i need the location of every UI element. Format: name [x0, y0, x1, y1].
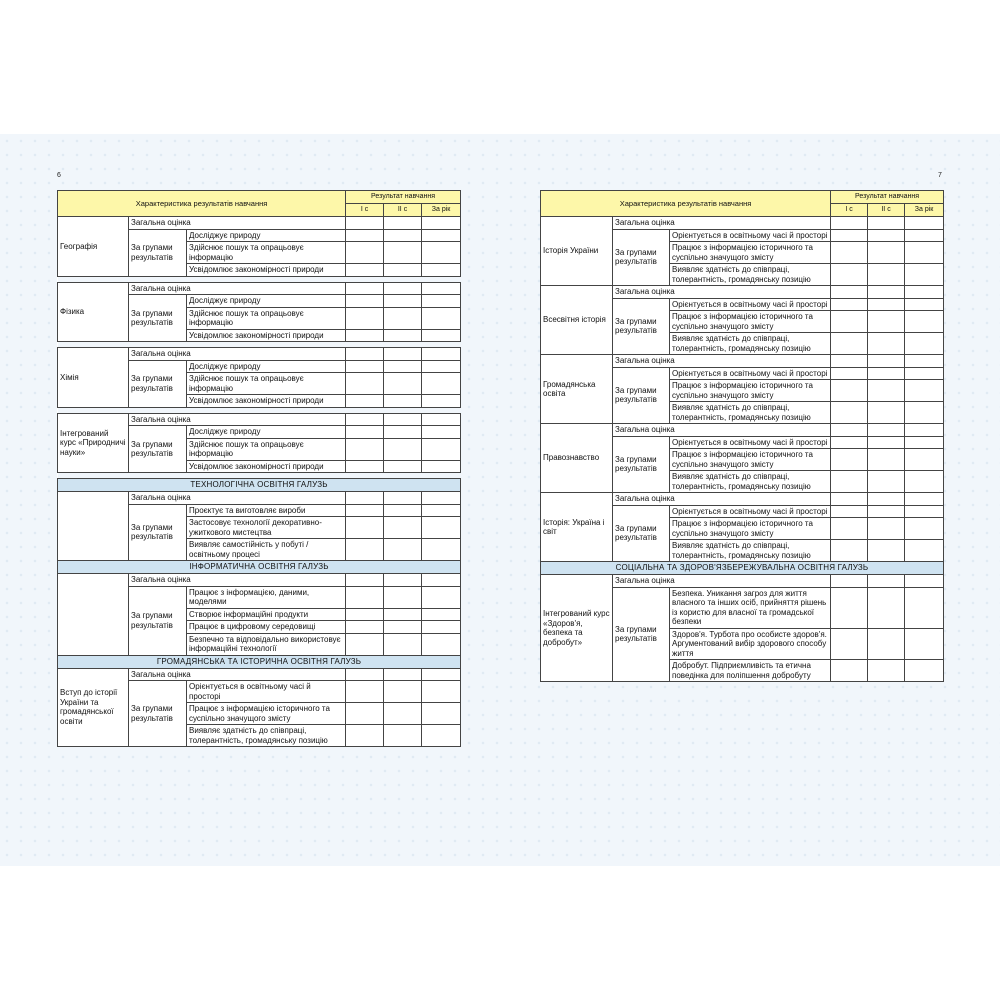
grade-cell[interactable] — [868, 660, 905, 682]
grade-cell[interactable] — [422, 725, 461, 747]
grade-cell[interactable] — [346, 426, 384, 439]
grade-cell[interactable] — [384, 703, 422, 725]
learning-outcome: Усвідомлює закономірності природи — [187, 264, 346, 277]
grade-cell[interactable] — [868, 449, 905, 471]
subject-name: Інтегрований курс «Здоров'я, безпека та добробут» — [541, 575, 613, 682]
learning-outcome: Досліджує природу — [187, 229, 346, 242]
groups-label: За групами результатів — [129, 681, 187, 747]
subject-name — [58, 574, 129, 656]
learning-outcome: Застосовує технології декоративно-ужиткового мистецтва — [187, 517, 346, 539]
grade-cell[interactable] — [384, 217, 422, 230]
grade-cell[interactable] — [346, 460, 384, 473]
learning-outcome: Створює інформаційні продукти — [187, 608, 346, 621]
table-row — [58, 668, 461, 681]
learning-outcome: Виявляє самостійність у побуті / освітньому процесі — [187, 539, 346, 561]
table-header-row — [58, 191, 461, 204]
header-semester-2: ІІ с — [384, 204, 422, 217]
grade-cell[interactable] — [384, 282, 422, 295]
grade-cell[interactable] — [905, 436, 944, 449]
grade-cell[interactable] — [831, 264, 868, 286]
learning-outcome: Орієнтується в освітньому часі й просторі — [670, 436, 831, 449]
table-row — [541, 424, 944, 437]
grade-cell[interactable] — [384, 681, 422, 703]
grade-cell[interactable] — [868, 380, 905, 402]
grade-cell[interactable] — [905, 355, 944, 368]
grade-cell[interactable] — [422, 373, 461, 395]
grade-cell[interactable] — [346, 438, 384, 460]
header-characteristic: Характеристика результатів навчання — [541, 191, 831, 217]
grade-cell[interactable] — [868, 575, 905, 588]
grade-cell[interactable] — [905, 264, 944, 286]
grade-cell[interactable] — [905, 575, 944, 588]
grade-cell[interactable] — [422, 460, 461, 473]
section-title: ІНФОРМАТИЧНА ОСВІТНЯ ГАЛУЗЬ — [58, 561, 461, 574]
grade-cell[interactable] — [868, 540, 905, 562]
grade-cell[interactable] — [868, 355, 905, 368]
grade-cell[interactable] — [422, 621, 461, 634]
grade-cell[interactable] — [831, 286, 868, 299]
subject-name: Інтегрований курс «Природничі науки» — [58, 413, 129, 473]
grade-cell[interactable] — [422, 242, 461, 264]
grade-cell[interactable] — [346, 413, 384, 426]
grade-cell[interactable] — [868, 367, 905, 380]
grade-cell[interactable] — [868, 436, 905, 449]
learning-outcome: Працює з інформацією, даними, моделями — [187, 586, 346, 608]
learning-outcome: Проєктує та виготовляє вироби — [187, 504, 346, 517]
learning-outcome: Виявляє здатність до співпраці, толерантність, громадянську позицію — [670, 264, 831, 286]
learning-outcome: Працює з інформацією історичного та суспільно значущого змісту — [670, 449, 831, 471]
learning-outcome: Безпека. Уникання загроз для життя власного та інших осіб, прийняття рішень із користю для власної та громадської безпеки — [670, 587, 831, 628]
grade-cell[interactable] — [905, 493, 944, 506]
general-score-label: Загальна оцінка — [129, 282, 346, 295]
grade-cell[interactable] — [868, 587, 905, 628]
grade-cell[interactable] — [384, 329, 422, 342]
grade-cell[interactable] — [905, 518, 944, 540]
learning-outcome: Усвідомлює закономірності природи — [187, 329, 346, 342]
grade-cell[interactable] — [905, 217, 944, 230]
grade-cell[interactable] — [831, 380, 868, 402]
grade-cell[interactable] — [346, 348, 384, 361]
grade-cell[interactable] — [346, 373, 384, 395]
grade-cell[interactable] — [422, 229, 461, 242]
grade-cell[interactable] — [346, 633, 384, 655]
section-row — [541, 562, 944, 575]
groups-label: За групами результатів — [613, 229, 670, 286]
results-table-right — [540, 190, 944, 682]
groups-label: За групами результатів — [129, 229, 187, 276]
header-characteristic: Характеристика результатів навчання — [58, 191, 346, 217]
grade-cell[interactable] — [831, 493, 868, 506]
general-score-label: Загальна оцінка — [613, 286, 831, 299]
section-row — [58, 479, 461, 492]
learning-outcome: Досліджує природу — [187, 360, 346, 373]
grade-cell[interactable] — [384, 242, 422, 264]
grade-cell[interactable] — [346, 621, 384, 634]
grade-cell[interactable] — [346, 681, 384, 703]
grade-cell[interactable] — [905, 333, 944, 355]
grade-cell[interactable] — [868, 242, 905, 264]
grade-cell[interactable] — [384, 413, 422, 426]
grade-cell[interactable] — [422, 307, 461, 329]
page-number-left: 6 — [57, 172, 61, 179]
grade-cell[interactable] — [905, 628, 944, 660]
header-result: Результат навчання — [831, 191, 944, 204]
grade-cell[interactable] — [384, 373, 422, 395]
grade-cell[interactable] — [905, 505, 944, 518]
table-row — [58, 282, 461, 295]
header-year: За рік — [905, 204, 944, 217]
grade-cell[interactable] — [346, 264, 384, 277]
grade-cell[interactable] — [831, 402, 868, 424]
page-left — [57, 190, 460, 747]
learning-outcome: Здійснює пошук та опрацьовує інформацію — [187, 242, 346, 264]
grade-cell[interactable] — [384, 504, 422, 517]
learning-outcome: Виявляє здатність до співпраці, толерантність, громадянську позицію — [670, 402, 831, 424]
table-row — [541, 217, 944, 230]
groups-label: За групами результатів — [129, 586, 187, 655]
grade-cell[interactable] — [346, 492, 384, 505]
general-score-label: Загальна оцінка — [129, 574, 346, 587]
learning-outcome: Працює в цифровому середовищі — [187, 621, 346, 634]
grade-cell[interactable] — [384, 539, 422, 561]
grade-cell[interactable] — [868, 333, 905, 355]
grade-cell[interactable] — [831, 587, 868, 628]
grade-cell[interactable] — [422, 586, 461, 608]
grade-cell[interactable] — [384, 360, 422, 373]
grade-cell[interactable] — [346, 608, 384, 621]
section-title: СОЦІАЛЬНА ТА ЗДОРОВ'ЯЗБЕРЕЖУВАЛЬНА ОСВІТНЯ ГАЛУЗЬ — [541, 562, 944, 575]
learning-outcome: Добробут. Підприємливість та етична поведінка для поліпшення добробуту — [670, 660, 831, 682]
learning-outcome: Працює з інформацією історичного та суспільно значущого змісту — [670, 311, 831, 333]
grade-cell[interactable] — [422, 608, 461, 621]
grade-cell[interactable] — [346, 703, 384, 725]
grade-cell[interactable] — [384, 307, 422, 329]
general-score-label: Загальна оцінка — [613, 217, 831, 230]
grade-cell[interactable] — [346, 229, 384, 242]
grade-cell[interactable] — [384, 264, 422, 277]
grade-cell[interactable] — [384, 633, 422, 655]
learning-outcome: Виявляє здатність до співпраці, толерантність, громадянську позицію — [670, 540, 831, 562]
grade-cell[interactable] — [831, 229, 868, 242]
general-score-label: Загальна оцінка — [129, 348, 346, 361]
subject-name: Вступ до історії України та громадянської освіти — [58, 668, 129, 747]
table-row — [58, 492, 461, 505]
learning-outcome: Працює з інформацією історичного та суспільно значущого змісту — [187, 703, 346, 725]
grade-cell[interactable] — [831, 471, 868, 493]
grade-cell[interactable] — [868, 402, 905, 424]
learning-outcome: Здійснює пошук та опрацьовує інформацію — [187, 438, 346, 460]
table-row — [58, 413, 461, 426]
grade-cell[interactable] — [831, 505, 868, 518]
table-row — [541, 575, 944, 588]
grade-cell[interactable] — [868, 493, 905, 506]
grade-cell[interactable] — [422, 426, 461, 439]
table-row — [541, 286, 944, 299]
learning-outcome: Орієнтується в освітньому часі й просторі — [187, 681, 346, 703]
grade-cell[interactable] — [422, 360, 461, 373]
grade-cell[interactable] — [346, 504, 384, 517]
grade-cell[interactable] — [346, 517, 384, 539]
grade-cell[interactable] — [831, 333, 868, 355]
grade-cell[interactable] — [422, 504, 461, 517]
grade-cell[interactable] — [346, 307, 384, 329]
grade-cell[interactable] — [384, 348, 422, 361]
grade-cell[interactable] — [905, 424, 944, 437]
grade-cell[interactable] — [422, 517, 461, 539]
grade-cell[interactable] — [346, 295, 384, 308]
grade-cell[interactable] — [422, 681, 461, 703]
grade-cell[interactable] — [831, 242, 868, 264]
grade-cell[interactable] — [905, 402, 944, 424]
grade-cell[interactable] — [384, 621, 422, 634]
subject-name: Хімія — [58, 348, 129, 408]
learning-outcome: Орієнтується в освітньому часі й просторі — [670, 229, 831, 242]
page-number-right: 7 — [938, 172, 942, 179]
general-score-label: Загальна оцінка — [613, 575, 831, 588]
grade-cell[interactable] — [384, 229, 422, 242]
section-row — [58, 561, 461, 574]
learning-outcome: Усвідомлює закономірності природи — [187, 395, 346, 408]
learning-outcome: Здійснює пошук та опрацьовує інформацію — [187, 307, 346, 329]
grade-cell[interactable] — [868, 286, 905, 299]
groups-label: За групами результатів — [129, 295, 187, 342]
learning-outcome: Безпечно та відповідально використовує інформаційні технології — [187, 633, 346, 655]
grade-cell[interactable] — [384, 426, 422, 439]
grade-cell[interactable] — [422, 264, 461, 277]
grade-cell[interactable] — [422, 668, 461, 681]
grade-cell[interactable] — [831, 518, 868, 540]
header-result: Результат навчання — [346, 191, 461, 204]
groups-label: За групами результатів — [613, 505, 670, 562]
grade-cell[interactable] — [868, 217, 905, 230]
grade-cell[interactable] — [868, 518, 905, 540]
groups-label: За групами результатів — [613, 298, 670, 355]
learning-outcome: Працює з інформацією історичного та суспільно значущого змісту — [670, 380, 831, 402]
table-row — [541, 493, 944, 506]
grade-cell[interactable] — [384, 574, 422, 587]
groups-label: За групами результатів — [613, 367, 670, 424]
groups-label: За групами результатів — [129, 504, 187, 561]
subject-name — [58, 492, 129, 561]
table-header-row — [541, 191, 944, 204]
grade-cell[interactable] — [905, 471, 944, 493]
subject-name: Громадянська освіта — [541, 355, 613, 424]
grade-cell[interactable] — [831, 628, 868, 660]
grade-cell[interactable] — [346, 668, 384, 681]
learning-outcome: Виявляє здатність до співпраці, толерантність, громадянську позицію — [187, 725, 346, 747]
groups-label: За групами результатів — [613, 436, 670, 493]
grade-cell[interactable] — [868, 229, 905, 242]
results-table-left — [57, 190, 461, 747]
grade-cell[interactable] — [831, 449, 868, 471]
learning-outcome: Усвідомлює закономірності природи — [187, 460, 346, 473]
general-score-label: Загальна оцінка — [129, 413, 346, 426]
grade-cell[interactable] — [422, 329, 461, 342]
grade-cell[interactable] — [868, 311, 905, 333]
section-row — [58, 655, 461, 668]
learning-outcome: Орієнтується в освітньому часі й просторі — [670, 505, 831, 518]
grade-cell[interactable] — [831, 436, 868, 449]
grade-cell[interactable] — [905, 229, 944, 242]
table-row — [541, 355, 944, 368]
learning-outcome: Досліджує природу — [187, 426, 346, 439]
grade-cell[interactable] — [905, 298, 944, 311]
grade-cell[interactable] — [868, 505, 905, 518]
grade-cell[interactable] — [384, 608, 422, 621]
grade-cell[interactable] — [905, 449, 944, 471]
table-row — [58, 217, 461, 230]
learning-outcome: Орієнтується в освітньому часі й просторі — [670, 367, 831, 380]
grade-cell[interactable] — [831, 540, 868, 562]
general-score-label: Загальна оцінка — [613, 493, 831, 506]
grade-cell[interactable] — [346, 242, 384, 264]
grade-cell[interactable] — [905, 587, 944, 628]
grade-cell[interactable] — [831, 575, 868, 588]
grade-cell[interactable] — [831, 311, 868, 333]
grade-cell[interactable] — [384, 586, 422, 608]
grade-cell[interactable] — [346, 395, 384, 408]
grade-cell[interactable] — [384, 460, 422, 473]
grade-cell[interactable] — [905, 242, 944, 264]
grade-cell[interactable] — [905, 311, 944, 333]
grade-cell[interactable] — [422, 633, 461, 655]
grade-cell[interactable] — [422, 295, 461, 308]
subject-name: Фізика — [58, 282, 129, 342]
groups-label: За групами результатів — [129, 360, 187, 407]
table-row — [58, 348, 461, 361]
grade-cell[interactable] — [422, 282, 461, 295]
grade-cell[interactable] — [868, 264, 905, 286]
grade-cell[interactable] — [384, 438, 422, 460]
table-row — [58, 574, 461, 587]
grade-cell[interactable] — [422, 217, 461, 230]
grade-cell[interactable] — [868, 471, 905, 493]
grade-cell[interactable] — [868, 298, 905, 311]
general-score-label: Загальна оцінка — [129, 492, 346, 505]
grade-cell[interactable] — [905, 286, 944, 299]
grade-cell[interactable] — [346, 586, 384, 608]
grade-cell[interactable] — [868, 424, 905, 437]
learning-outcome: Працює з інформацією історичного та суспільно значущого змісту — [670, 518, 831, 540]
grade-cell[interactable] — [905, 540, 944, 562]
grade-cell[interactable] — [384, 725, 422, 747]
subject-name: Всесвітня історія — [541, 286, 613, 355]
grade-cell[interactable] — [831, 367, 868, 380]
learning-outcome: Здоров'я. Турбота про особисте здоров'я. Аргументований вибір здорового способу життя — [670, 628, 831, 660]
groups-label: За групами результатів — [129, 426, 187, 473]
grade-cell[interactable] — [422, 413, 461, 426]
grade-cell[interactable] — [831, 424, 868, 437]
grade-cell[interactable] — [384, 492, 422, 505]
grade-cell[interactable] — [422, 703, 461, 725]
grade-cell[interactable] — [384, 517, 422, 539]
grade-cell[interactable] — [346, 574, 384, 587]
grade-cell[interactable] — [422, 574, 461, 587]
grade-cell[interactable] — [384, 668, 422, 681]
grade-cell[interactable] — [346, 282, 384, 295]
header-semester-1: І с — [346, 204, 384, 217]
general-score-label: Загальна оцінка — [129, 217, 346, 230]
grade-cell[interactable] — [905, 380, 944, 402]
learning-outcome: Виявляє здатність до співпраці, толерантність, громадянську позицію — [670, 471, 831, 493]
grade-cell[interactable] — [831, 660, 868, 682]
grade-cell[interactable] — [422, 492, 461, 505]
grade-cell[interactable] — [346, 725, 384, 747]
grade-cell[interactable] — [384, 395, 422, 408]
subject-name: Правознавство — [541, 424, 613, 493]
grade-cell[interactable] — [346, 217, 384, 230]
learning-outcome: Досліджує природу — [187, 295, 346, 308]
header-semester-2: ІІ с — [868, 204, 905, 217]
grade-cell[interactable] — [868, 628, 905, 660]
grade-cell[interactable] — [346, 329, 384, 342]
grade-cell[interactable] — [422, 539, 461, 561]
groups-label: За групами результатів — [613, 587, 670, 682]
grade-cell[interactable] — [384, 295, 422, 308]
page-right — [540, 190, 943, 682]
grade-cell[interactable] — [422, 438, 461, 460]
subject-name: Географія — [58, 217, 129, 277]
grade-cell[interactable] — [346, 539, 384, 561]
grade-cell[interactable] — [905, 367, 944, 380]
learning-outcome: Здійснює пошук та опрацьовує інформацію — [187, 373, 346, 395]
grade-cell[interactable] — [346, 360, 384, 373]
grade-cell[interactable] — [905, 660, 944, 682]
general-score-label: Загальна оцінка — [613, 424, 831, 437]
grade-cell[interactable] — [422, 348, 461, 361]
learning-outcome: Працює з інформацією історичного та суспільно значущого змісту — [670, 242, 831, 264]
subject-name: Історія: Україна і світ — [541, 493, 613, 562]
header-year: За рік — [422, 204, 461, 217]
learning-outcome: Виявляє здатність до співпраці, толерантність, громадянську позицію — [670, 333, 831, 355]
grade-cell[interactable] — [831, 217, 868, 230]
section-title: ТЕХНОЛОГІЧНА ОСВІТНЯ ГАЛУЗЬ — [58, 479, 461, 492]
grade-cell[interactable] — [422, 395, 461, 408]
learning-outcome: Орієнтується в освітньому часі й просторі — [670, 298, 831, 311]
general-score-label: Загальна оцінка — [613, 355, 831, 368]
general-score-label: Загальна оцінка — [129, 668, 346, 681]
subject-name: Історія України — [541, 217, 613, 286]
header-semester-1: І с — [831, 204, 868, 217]
grade-cell[interactable] — [831, 355, 868, 368]
section-title: ГРОМАДЯНСЬКА ТА ІСТОРИЧНА ОСВІТНЯ ГАЛУЗЬ — [58, 655, 461, 668]
grade-cell[interactable] — [831, 298, 868, 311]
